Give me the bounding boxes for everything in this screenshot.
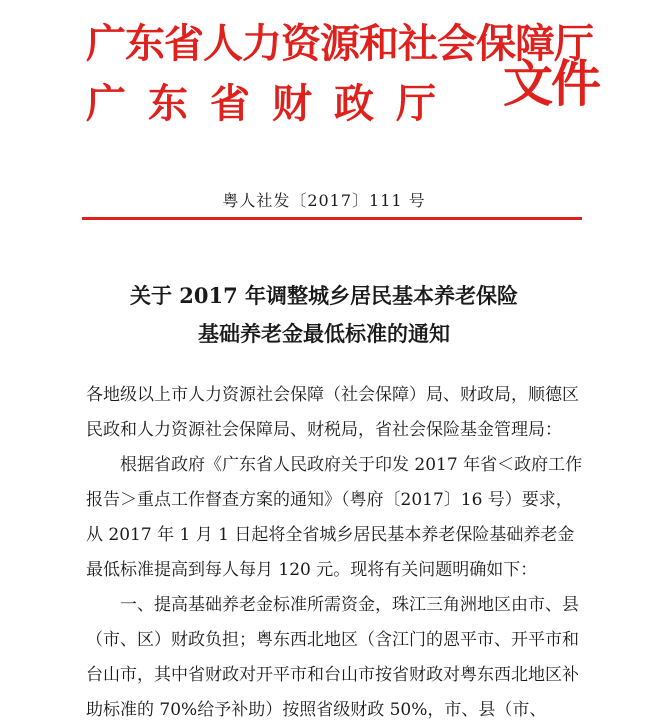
issuer-line-2: 广东省财政厅 bbox=[86, 80, 458, 127]
document-title-line-1: 关于 2017 年调整城乡居民基本养老保险 bbox=[129, 283, 519, 308]
addressee bbox=[86, 378, 586, 448]
document-number: 粤人社发〔2017〕111 号 bbox=[222, 191, 426, 210]
body-paragraph-1 bbox=[86, 448, 586, 588]
document-title-line-2: 基础养老金最低标准的通知 bbox=[198, 321, 450, 346]
issuer-line-1: 广东省人力资源和社会保障厅 bbox=[86, 20, 593, 67]
document-type-label: 文件 bbox=[503, 54, 599, 113]
paragraph-1-text: 根据省政府《广东省人民政府关于印发 2017 年省＜政府工作报告＞重点工作督查方案的通知》（粤府〔2017〕16 号）要求，从 2017 年 1 月 1 日起将全省城乡居民基本养老保险基础养老金最低标准提高到每人每月 120 元。现将有关问题明确如下： bbox=[86, 455, 583, 580]
paragraph-2-text: 一、提高基础养老金标准所需资金，珠江三角洲地区由市、县（市、区）财政负担；粤东西北地区（含江门的恩平市、开平市和台山市，其中省财政对开平市和台山市按省财政对粤东西北地区补助标准的 70%给予补助）按照省级财政 50%，市、县（市、 bbox=[86, 595, 579, 720]
addressee-text: 各地级以上市人力资源社会保障（社会保障）局、财政局，顺德区民政和人力资源社会保障局、财税局，省社会保险基金管理局： bbox=[86, 385, 579, 440]
red-divider bbox=[82, 217, 582, 220]
body-paragraph-2 bbox=[86, 588, 586, 728]
